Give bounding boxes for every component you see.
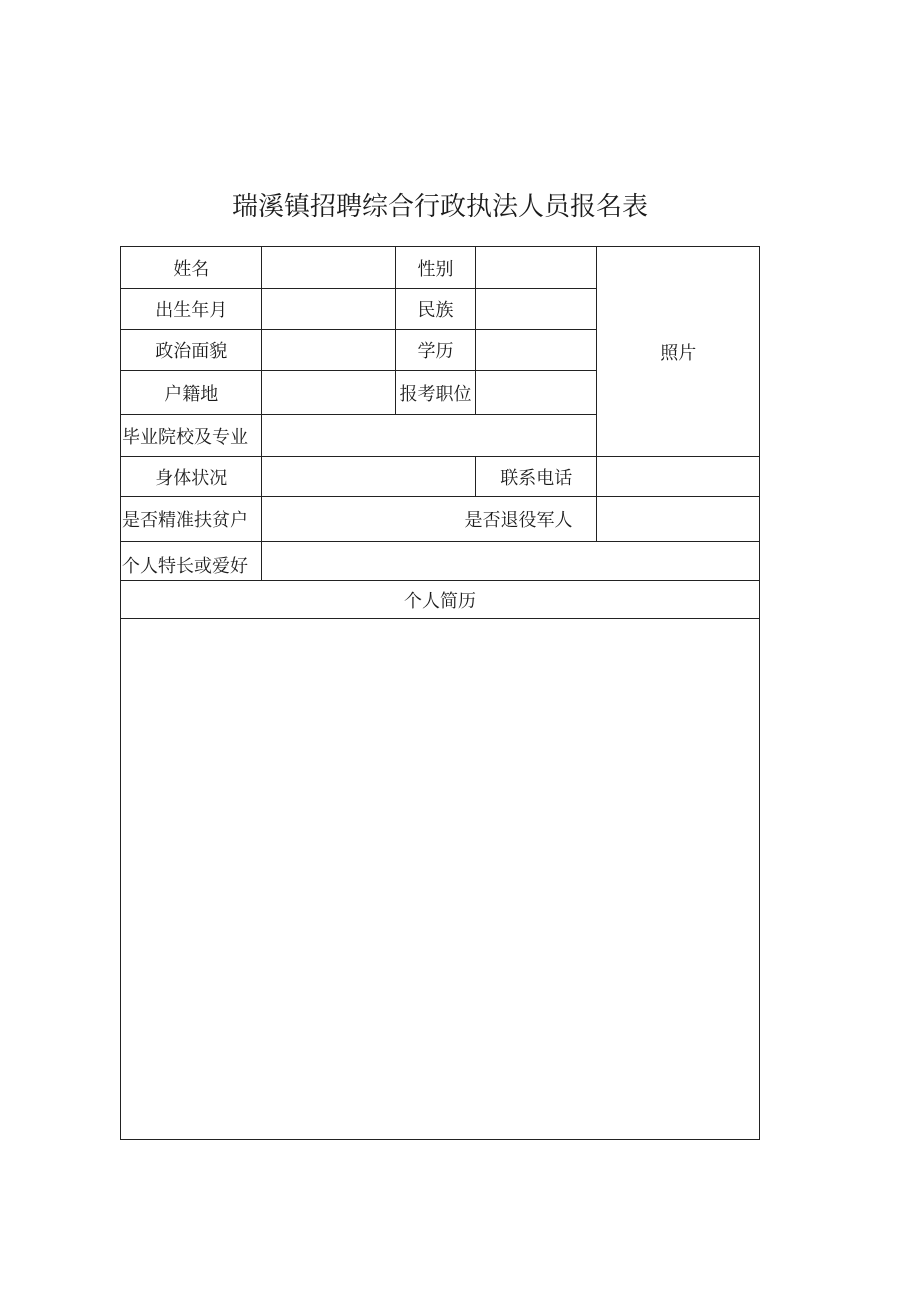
resume-field[interactable] <box>121 619 760 1140</box>
row-resume-body <box>121 619 760 1140</box>
ethnicity-field[interactable] <box>476 289 597 330</box>
row-name-gender <box>121 247 760 289</box>
household-field[interactable] <box>262 371 395 415</box>
household-label: 户籍地 <box>121 371 262 415</box>
row-health-phone <box>121 457 760 497</box>
resume-header: 个人简历 <box>121 581 760 619</box>
political-field[interactable] <box>262 330 395 371</box>
registration-form-table <box>120 246 760 1140</box>
education-field[interactable] <box>476 330 597 371</box>
name-label: 姓名 <box>121 247 262 289</box>
hobby-field[interactable] <box>262 542 760 581</box>
gender-field[interactable] <box>476 247 597 289</box>
birth-field[interactable] <box>262 289 395 330</box>
form-title: 瑞溪镇招聘综合行政执法人员报名表 <box>231 192 648 222</box>
row-poverty-veteran <box>121 497 760 542</box>
health-field[interactable] <box>262 457 476 497</box>
photo-label: 照片 <box>660 342 697 364</box>
photo-box[interactable] <box>597 247 760 457</box>
education-label: 学历 <box>395 330 475 371</box>
phone-field[interactable] <box>597 457 760 497</box>
hobby-label: 个人特长或爱好 <box>121 542 262 581</box>
school-major-field[interactable] <box>262 415 597 457</box>
position-field[interactable] <box>476 371 597 415</box>
poverty-label: 是否精准扶贫户 <box>121 497 262 542</box>
health-label: 身体状况 <box>121 457 262 497</box>
gender-label: 性别 <box>395 247 475 289</box>
political-label: 政治面貌 <box>121 330 262 371</box>
name-field[interactable] <box>262 247 395 289</box>
veteran-field[interactable] <box>597 497 760 542</box>
row-resume-header <box>121 581 760 619</box>
birth-label: 出生年月 <box>121 289 262 330</box>
position-label: 报考职位 <box>395 371 475 415</box>
phone-label: 联系电话 <box>476 457 597 497</box>
school-major-label: 毕业院校及专业 <box>121 415 262 457</box>
ethnicity-label: 民族 <box>395 289 475 330</box>
row-hobby <box>121 542 760 581</box>
veteran-label: 是否退役军人 <box>262 497 597 542</box>
